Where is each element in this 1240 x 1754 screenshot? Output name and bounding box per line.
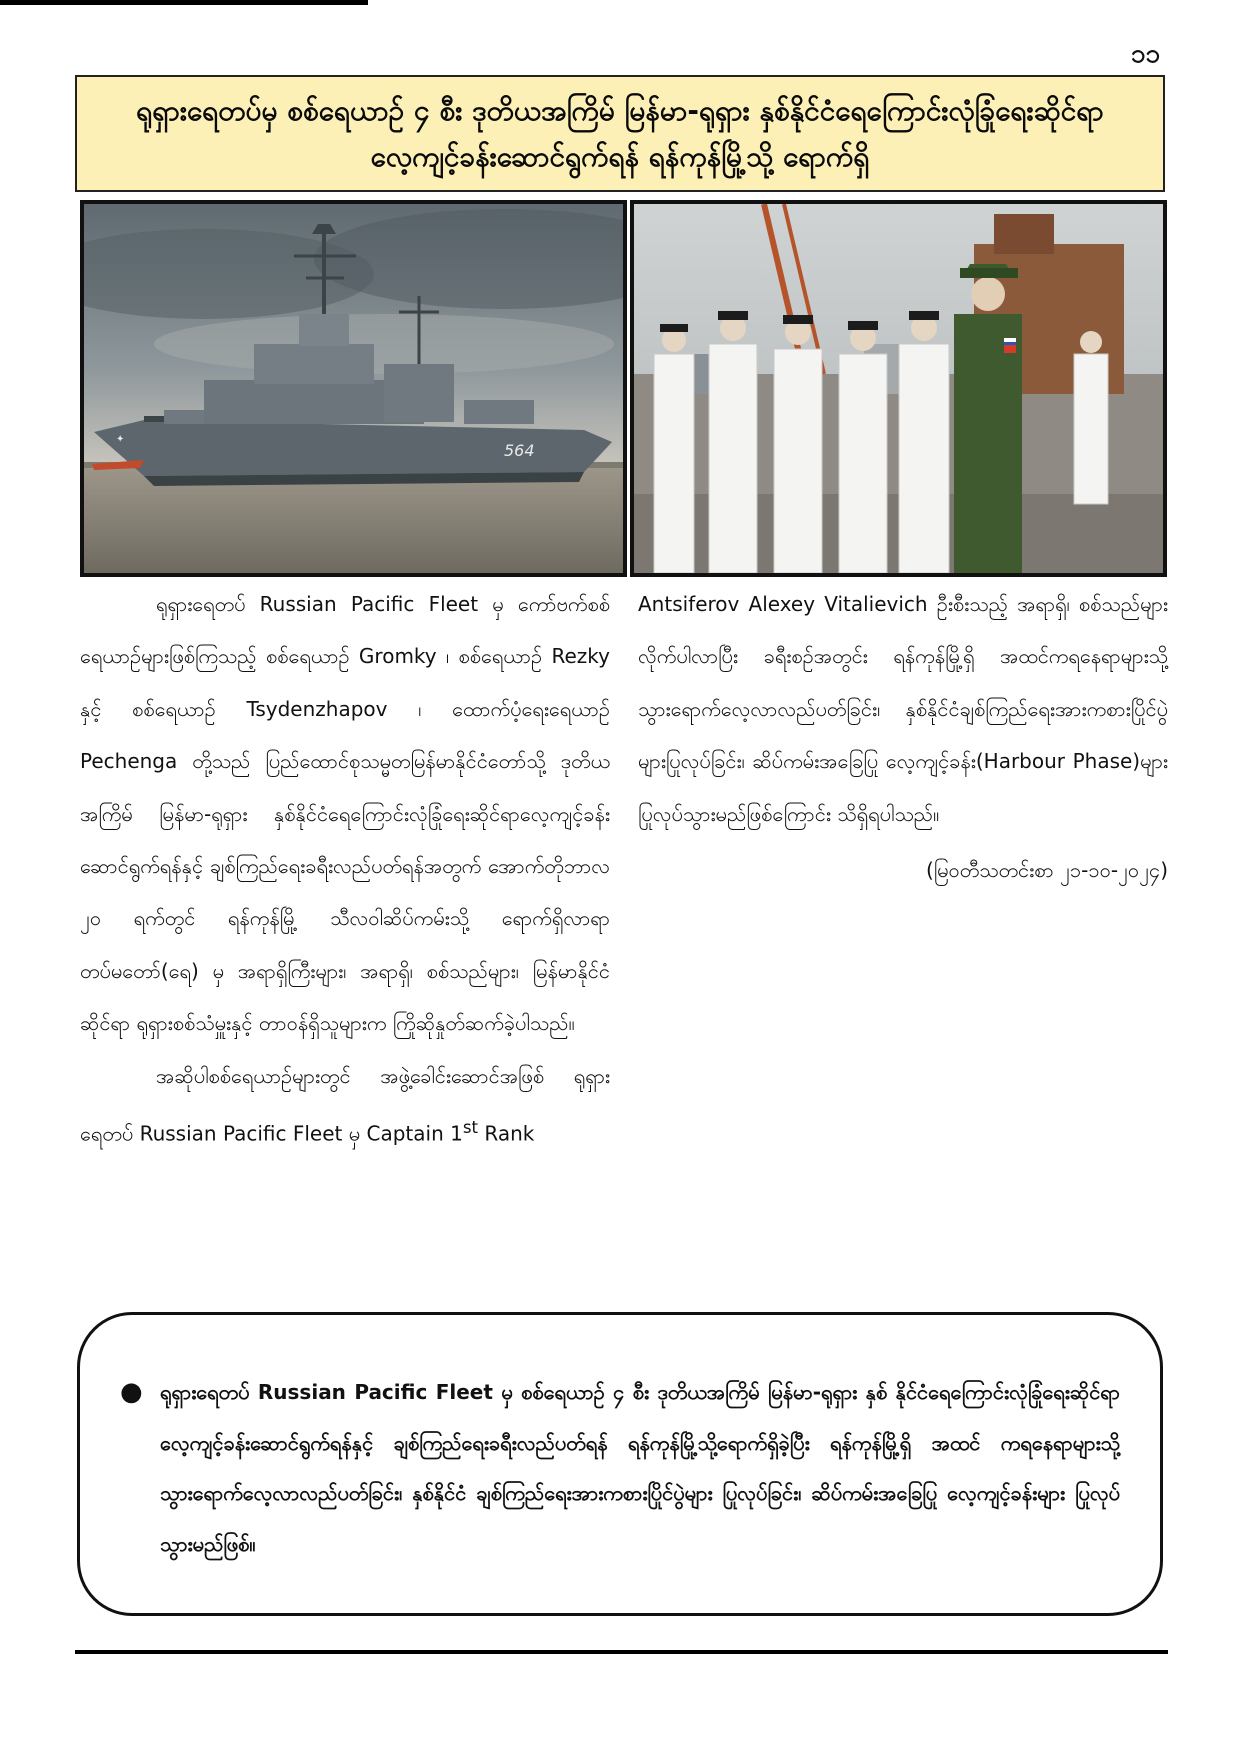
article-paragraph-2-text: အဆိုပါစစ်ရေယာဉ်များတွင် အဖွဲ့ခေါင်းဆောင်အဖြစ် ရုရှားရေတပ် Russian Pacific Fleet မှ Captain 1: [80, 1063, 610, 1146]
article-paragraph-3: Antsiferov Alexey Vitalievich ဦးစီးသည့် အရာရှိ၊ စစ်သည်များလိုက်ပါလာပြီး ခရီးစဉ်အတွင်း ရန်ကုန်မြို့ရှိ အထင်ကရနေရာများသို့ သွားရောက်လေ့လာလည်ပတ်ခြင်း၊ နှစ်နိုင်ငံချစ်ကြည်ရေးအားကစားပြိုင်ပွဲများပြုလုပ်ခြင်း၊ ဆိပ်ကမ်းအခြေပြု လေ့ကျင့်ခန်း(Harbour Phase)များ ပြုလုပ်သွားမည်ဖြစ်ကြောင်း သိရှိရပါသည်။: [638, 592, 1168, 826]
page-number: ၁၁: [1130, 39, 1160, 69]
top-rule: [0, 0, 368, 5]
summary-item: [120, 1367, 1120, 1569]
summary-box: [77, 1312, 1163, 1616]
article-paragraph-2-end: Rank: [478, 1121, 535, 1146]
bottom-rule: [75, 1650, 1168, 1654]
article-right-column: [638, 578, 1168, 896]
article-source: (မြဝတီသတင်းစာ ၂၁-၁၀-၂၀၂၄): [925, 858, 1168, 883]
article-paragraph-2: [80, 1050, 610, 1160]
svg-text:✦: ✦: [116, 434, 125, 445]
greeting-photo: [630, 200, 1167, 577]
title-box: [75, 75, 1165, 192]
page-title: ရုရှားရေတပ်မှ စစ်ရေယာဉ် ၄ စီး ဒုတိယအကြိမ် မြန်မာ-ရုရှား နှစ်နိုင်ငံရေကြောင်းလုံခြုံရေးဆိုင်ရာ လေ့ကျင့်ခန်းဆောင်ရွက်ရန် ရန်ကုန်မြို့သို့ ရောက်ရှိ: [136, 93, 1104, 173]
ordinal-suffix: st: [462, 1118, 479, 1138]
summary-text: ရုရှားရေတပ် Russian Pacific Fleet မှ စစ်ရေယာဉ် ၄ စီး ဒုတိယအကြိမ် မြန်မာ-ရုရှား နှစ် နိုင်ငံရေကြောင်းလုံခြုံရေးဆိုင်ရာ လေ့ကျင့်ခန်းဆောင်ရွက်ရန်နှင့် ချစ်ကြည်ရေးခရီးလည်ပတ်ရန် ရန်ကုန်မြို့သို့ရောက်ရှိခဲ့ပြီး ရန်ကုန်မြို့ရှိ အထင် ကရနေရာများသို့ သွားရောက်လေ့လာလည်ပတ်ခြင်း၊ နှစ်နိုင်ငံ ချစ်ကြည်ရေးအားကစားပြိုင်ပွဲများ ပြုလုပ်ခြင်း၊ ဆိပ်ကမ်းအခြေပြု လေ့ကျင့်ခန်းများ ပြုလုပ်သွားမည်ဖြစ်။: [160, 1380, 1120, 1556]
bullet-icon: ●: [120, 1377, 143, 1407]
article-left-column: [80, 578, 610, 1160]
hull-number: 564: [504, 441, 535, 460]
warship-illustration: [84, 204, 623, 573]
article-paragraph-1: ရုရှားရေတပ် Russian Pacific Fleet မှ ကော်ဗက်စစ်ရေယာဉ်များဖြစ်ကြသည့် စစ်ရေယာဉ် Gromky ၊ စစ်ရေယာဉ် Rezky နှင့် စစ်ရေယာဉ် Tsydenzhapov ၊ ထောက်ပံ့ရေးရေယာဉ် Pechenga တို့သည် ပြည်ထောင်စုသမ္မတမြန်မာနိုင်ငံတော်သို့ ဒုတိယအကြိမ် မြန်မာ-ရုရှား နှစ်နိုင်ငံရေကြောင်းလုံခြုံရေးဆိုင်ရာလေ့ကျင့်ခန်းဆောင်ရွက်ရန်နှင့် ချစ်ကြည်ရေးခရီးလည်ပတ်ရန်အတွက် အောက်တိုဘာလ ၂၀ ရက်တွင် ရန်ကုန်မြို့ သီလဝါဆိပ်ကမ်းသို့ ရောက်ရှိလာရာ တပ်မတော်(ရေ) မှ အရာရှိကြီးများ၊ အရာရှိ၊ စစ်သည်များ၊ မြန်မာနိုင်ငံဆိုင်ရာ ရုရှားစစ်သံမှူးနှင့် တာဝန်ရှိသူများက ကြိုဆိုနှုတ်ဆက်ခဲ့ပါသည်။: [80, 592, 610, 1036]
greeting-illustration: [634, 204, 1163, 573]
warship-photo: [80, 200, 627, 577]
